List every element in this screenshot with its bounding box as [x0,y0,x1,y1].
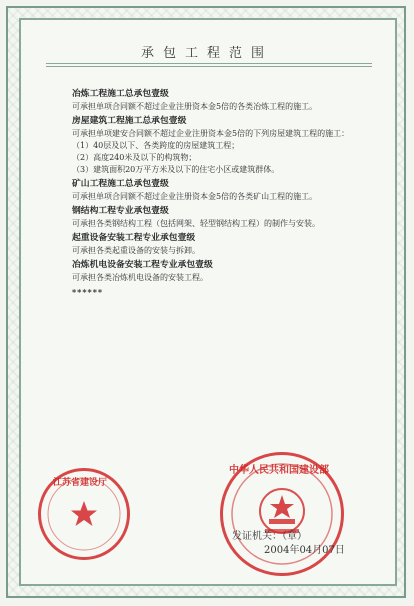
section-item: （2）高度240米及以下的构筑物； [72,153,197,162]
title-rule-bottom [46,66,372,67]
section-item: （3）建筑面积20万平方米及以下的住宅小区或建筑群体。 [72,165,280,174]
scope-content [60,88,360,298]
section-heading: 矿山工程施工总承包壹级 [72,179,169,189]
section-text: 可承担各类起重设备的安装与拆卸。 [72,246,200,255]
section-mining [60,178,360,203]
issue-date: 2004年04月07日 [264,545,345,556]
left-seal-text: 江苏省建设厅 [53,478,108,488]
section-heading: 房屋建筑工程施工总承包壹级 [72,116,187,126]
section-text: 可承担各类钢结构工程（包括网架、轻型钢结构工程）的制作与安装。 [72,219,320,228]
right-seal-text: 中华人民共和国建设部 [229,465,329,476]
section-text: 可承担各类冶炼机电设备的安装工程。 [72,273,208,282]
section-heading: 钢结构工程专业承包壹级 [72,206,169,216]
section-text: 可承担单项建安合同额不超过企业注册资本金5倍的下列房屋建筑工程的施工： [72,129,350,138]
section-heading: 起重设备安装工程专业承包壹级 [72,233,196,243]
issuing-authority-label: 发证机关：（章） [232,531,307,542]
left-seal [38,468,130,560]
document-title: 承包工程范围 [140,46,273,61]
section-lifting-equipment [60,232,360,257]
section-steel-structure [60,205,360,230]
section-heading: 冶炼工程施工总承包壹级 [72,89,169,99]
title-rule-top [46,63,372,64]
section-heading: 冶炼机电设备安装工程专业承包壹级 [72,260,213,270]
section-text: 可承担单项合同额不超过企业注册资本金5倍的各类冶炼工程的施工。 [72,102,318,111]
section-text: 可承担单项合同额不超过企业注册资本金5倍的各类矿山工程的施工。 [72,192,318,201]
section-housing [60,115,360,176]
terminator-stars: ****** [72,287,104,297]
section-metallurgy [60,88,360,113]
section-metallurgical-equipment [60,259,360,284]
section-item: （1）40层及以下、各类跨度的房屋建筑工程； [72,141,240,150]
right-seal [220,452,344,576]
